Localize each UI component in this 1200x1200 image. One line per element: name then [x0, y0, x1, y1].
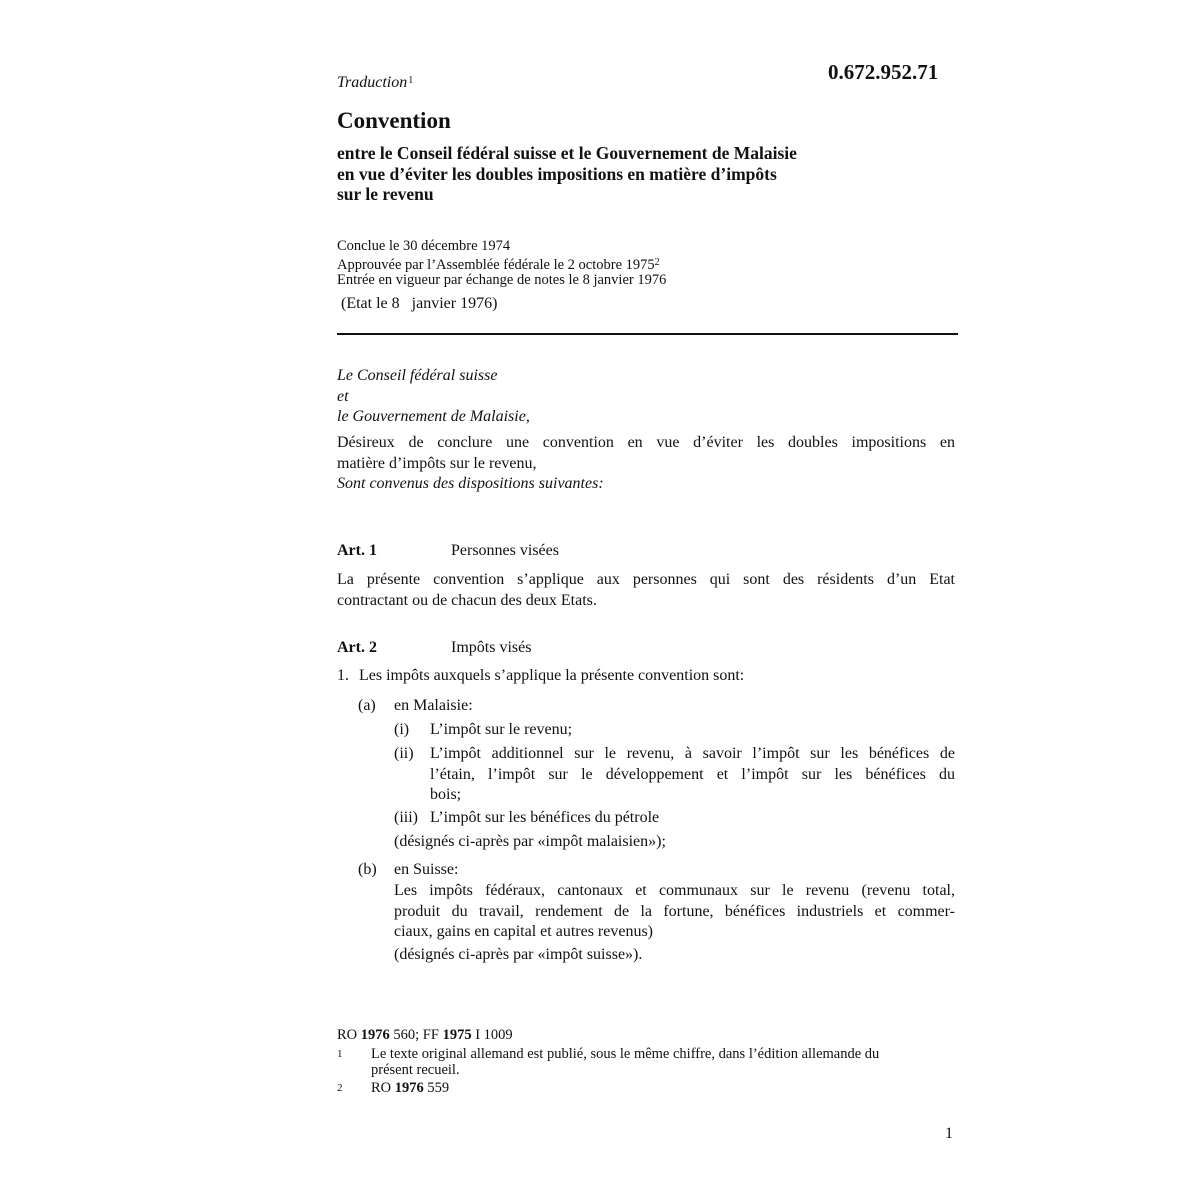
- page-number: 1: [945, 1125, 953, 1142]
- article-title: Impôts visés: [451, 639, 532, 656]
- translation-label: [337, 74, 413, 92]
- para-number: 1.: [337, 667, 349, 684]
- footnote-text: [371, 1047, 961, 1078]
- article-2-para-1: [337, 666, 744, 687]
- preamble-agreed: Sont convenus des dispositions suivantes:: [337, 475, 604, 492]
- article-number: Art. 2: [337, 639, 377, 656]
- footnote-text: [371, 1081, 449, 1097]
- entry-into-force: Entrée en vigueur par échange de notes le 8 janvier 1976: [337, 272, 667, 288]
- subitem-text: [430, 744, 955, 806]
- article-title: Personnes visées: [451, 542, 559, 559]
- party-switzerland: Le Conseil fédéral suisse: [337, 367, 498, 384]
- text-line: contractant ou de chacun des deux Etats.: [337, 591, 597, 609]
- item-b-body: [394, 881, 955, 943]
- document-title: Convention: [337, 108, 451, 133]
- document-meta: [337, 239, 666, 289]
- text-line: Les impôts fédéraux, cantonaux et communaux sur le revenu (revenu total,: [394, 882, 955, 899]
- preamble-parties: [337, 366, 530, 428]
- item-label: (a): [358, 697, 376, 714]
- subitem-label: (ii): [394, 745, 414, 762]
- party-malaysia: le Gouvernement de Malaisie,: [337, 408, 530, 425]
- subitem-text: L’impôt sur les bénéfices du pétrole: [430, 809, 660, 826]
- subitem-text: L’impôt sur le revenu;: [430, 721, 573, 738]
- text-line: ciaux, gains en capital et autres revenus): [394, 923, 653, 940]
- footnote-mark: 1: [337, 1048, 343, 1060]
- approved-text: Approuvée par l’Assemblée fédérale le 2 octobre 1975: [337, 256, 655, 273]
- article-number: Art. 1: [337, 542, 377, 559]
- footnote-ref-1[interactable]: 1: [408, 75, 414, 86]
- footnote-ref-2[interactable]: 2: [654, 256, 660, 268]
- text-line: L’impôt additionnel sur le revenu, à savoir l’impôt sur les bénéfices de: [430, 745, 955, 762]
- subitem-label: (i): [394, 721, 410, 738]
- para-text: Les impôts auxquels s’applique la présente convention sont:: [359, 667, 745, 684]
- text-line: Désireux de conclure une convention en vue d’éviter les doubles impositions en: [337, 434, 955, 451]
- article-1-heading: [337, 542, 559, 560]
- document-subtitle: [337, 143, 897, 205]
- item-text: en Malaisie:: [394, 697, 473, 714]
- text-line: bois;: [430, 786, 462, 803]
- article-1-body: [337, 570, 955, 611]
- text-line: l’étain, l’impôt sur le développement et l’impôt sur les bénéfices du: [430, 765, 955, 783]
- subitem-label: (iii): [394, 809, 418, 826]
- text-line: matière d’impôts sur le revenu,: [337, 454, 537, 472]
- ff-year: 1975: [442, 1027, 472, 1043]
- text-line: Le texte original allemand est publié, sous le même chiffre, dans l’édition allemande du: [371, 1046, 880, 1062]
- footnote-mark: 2: [337, 1082, 343, 1094]
- approved-date: [337, 255, 666, 274]
- item-b: [358, 860, 458, 881]
- item-a: [358, 696, 473, 717]
- ro-page: 560; FF: [393, 1027, 439, 1043]
- concluded-date: Conclue le 30 décembre 1974: [337, 238, 511, 254]
- ro-page: 559: [427, 1080, 450, 1096]
- translation-text: Traduction: [337, 74, 408, 91]
- article-2-heading: [337, 639, 531, 657]
- preamble-desire: [337, 433, 955, 495]
- header-divider: [337, 333, 958, 335]
- designation-malaysia: (désignés ci-après par «impôt malaisien»);: [394, 833, 666, 850]
- text-line: présent recueil.: [371, 1061, 460, 1078]
- item-text: en Suisse:: [394, 861, 459, 878]
- subtitle-line: sur le revenu: [337, 184, 434, 204]
- ro-year: 1976: [360, 1027, 390, 1043]
- conjunction: et: [337, 387, 349, 405]
- text-line: La présente convention s’applique aux personnes qui sont des résidents d’un Etat: [337, 571, 955, 588]
- ro-prefix: RO: [337, 1027, 358, 1043]
- ro-year: 1976: [394, 1080, 424, 1096]
- ro-prefix: RO: [371, 1080, 392, 1096]
- text-line: produit du travail, rendement de la fortune, bénéfices industriels et commer-: [394, 902, 955, 920]
- subtitle-line: entre le Conseil fédéral suisse et le Gouvernement de Malaisie: [337, 143, 797, 163]
- sr-number: 0.672.952.71: [828, 60, 939, 84]
- state-date: (Etat le 8 janvier 1976): [341, 295, 498, 312]
- official-reference: [337, 1027, 513, 1044]
- subtitle-line: en vue d’éviter les doubles impositions en matière d’impôts: [337, 163, 777, 184]
- subitem-i: [394, 720, 572, 741]
- ff-page: I 1009: [475, 1027, 513, 1043]
- item-label: (b): [358, 861, 377, 878]
- subitem-iii: [394, 808, 659, 829]
- designation-switzerland: (désignés ci-après par «impôt suisse»).: [394, 946, 643, 963]
